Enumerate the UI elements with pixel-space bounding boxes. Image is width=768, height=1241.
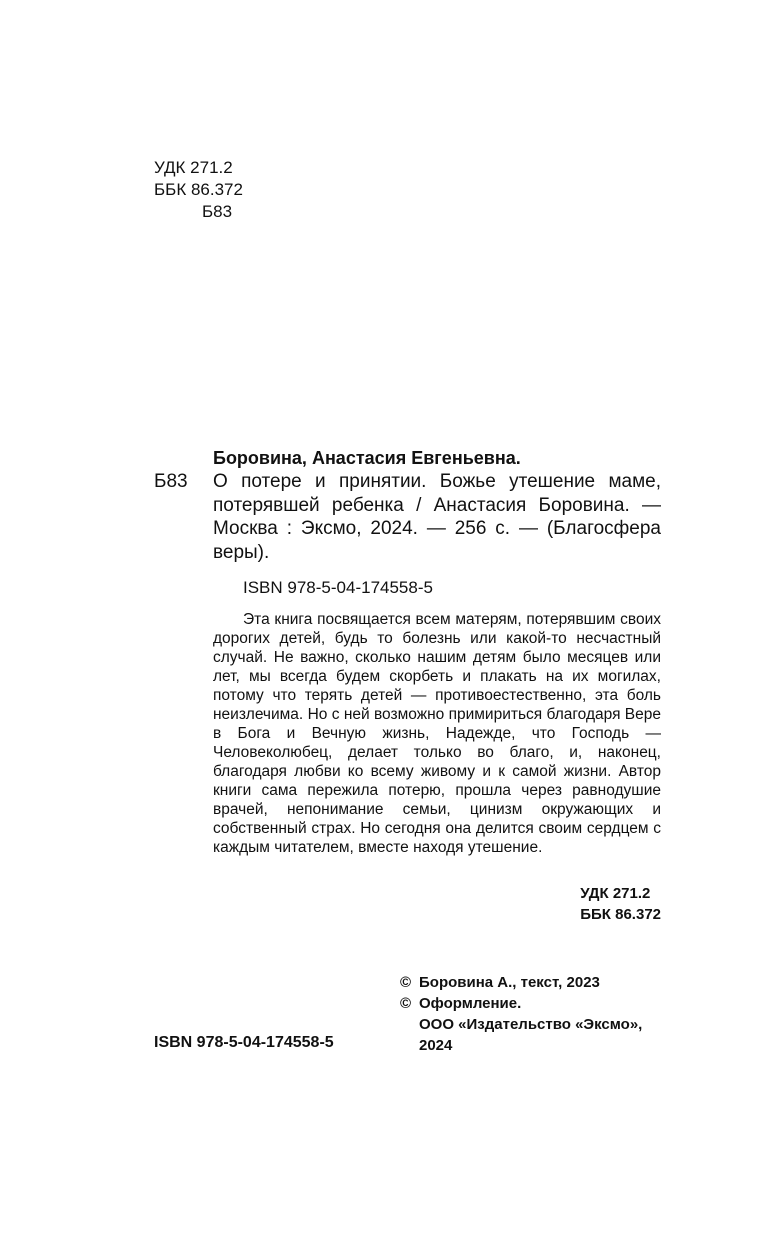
copyright-symbol: © [400, 995, 412, 1012]
annotation: Эта книга посвящается всем матерям, потерявшим своих дорогих детей, будь то болезнь или какой-то несчастный случай. Не важно, сколько нашим детям было месяцев или лет, мы всегда будем скорбеть и плакать на их могилах, потому что терять детей — противоестественно, эта боль неизлечима. Но с ней возможно примириться благодаря Вере в Бога и Вечную жизнь, Надежде, что Господь — Человеколюбец, делает только во благо, и, наконец, благодаря любви ко всему живому и к самой жизни. Автор книги сама пережила потерю, прошла через равнодушие врачей, непонимание семьи, цинизм окружающих и собственный страх. Но сегодня она делится своим сердцем с каждым читателем, вместе находя утешение. [213, 611, 661, 856]
udk-code: УДК 271.2 [154, 158, 233, 177]
bbk-code-bottom: ББК 86.372 [580, 906, 661, 923]
copyright-publisher-row [400, 1014, 670, 1056]
udk-code-bottom: УДК 271.2 [580, 885, 651, 902]
copyright-text-row [400, 972, 670, 993]
copyright-design: Оформление. [419, 995, 522, 1012]
isbn-line: ISBN 978-5-04-174558-5 [243, 578, 433, 597]
isbn-bottom: ISBN 978-5-04-174558-5 [154, 1034, 334, 1051]
bibliographic-description: О потере и принятии. Божье утешение маме, потерявшей ребенка / Анастасия Боровина. — Москва : Эксмо, 2024. — 256 с. — (Благосфера веры). [213, 471, 661, 563]
author-heading: Боровина, Анастасия Евгеньевна. [213, 448, 521, 468]
classification-bottom [580, 883, 661, 925]
classification-top [154, 157, 243, 223]
bbk-code: ББК 86.372 [154, 180, 243, 199]
copyright-symbol: © [400, 974, 412, 991]
author-mark-top: Б83 [202, 202, 233, 221]
copyright-block [400, 972, 670, 1056]
copyright-design-row [400, 993, 670, 1014]
author-mark: Б83 [154, 471, 188, 492]
copyright-text: Боровина А., текст, 2023 [419, 974, 600, 991]
copyright-publisher: ООО «Издательство «Эксмо», 2024 [419, 1016, 643, 1054]
